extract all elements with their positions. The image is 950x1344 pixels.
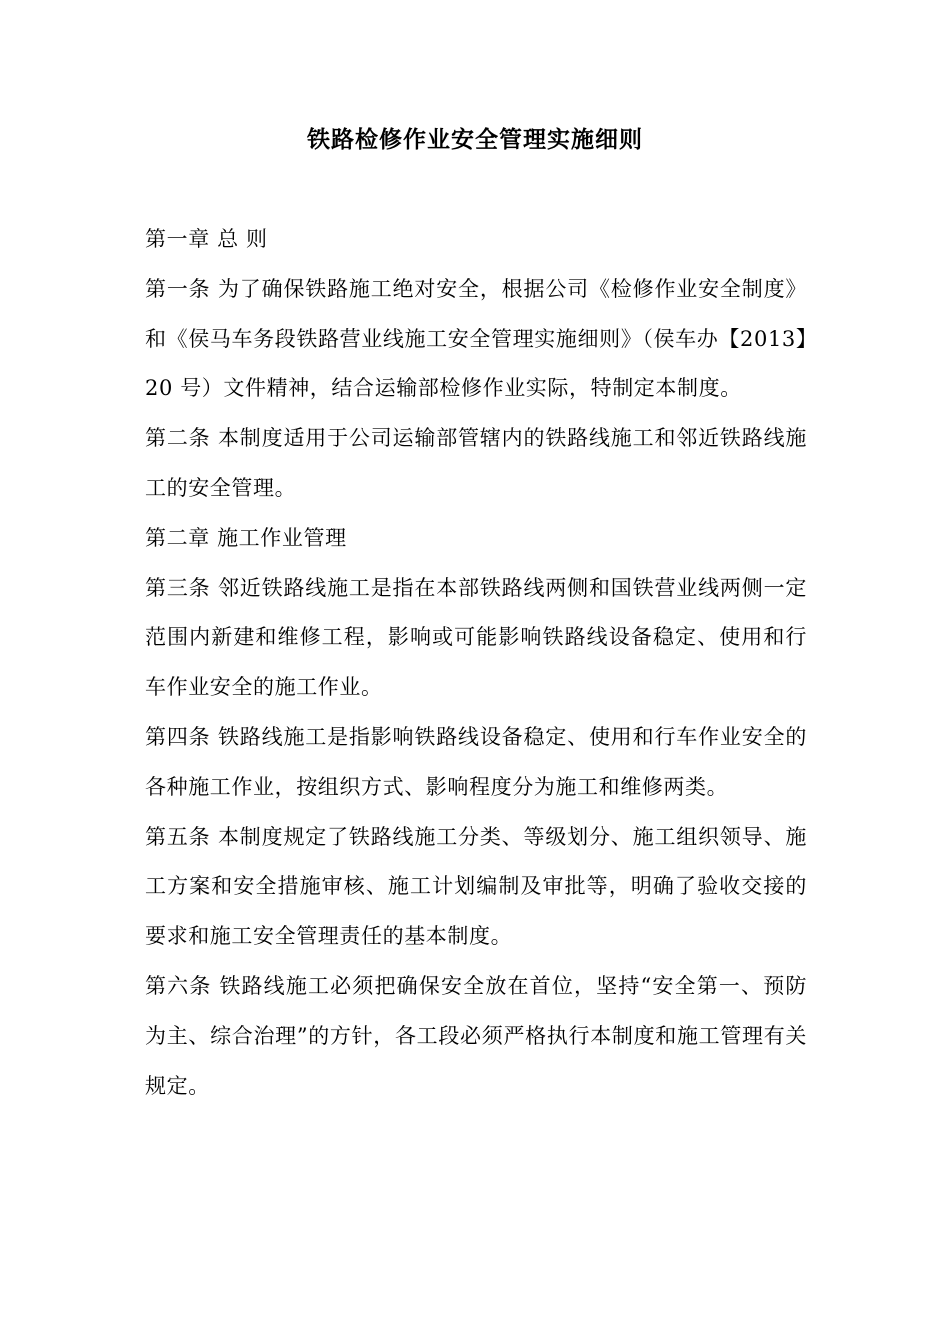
article-4: 第四条 铁路线施工是指影响铁路线设备稳定、使用和行车作业安全的各种施工作业，按组织方式、影响程度分为施工和维修两类。 — [145, 724, 807, 799]
article-3: 第三条 邻近铁路线施工是指在本部铁路线两侧和国铁营业线两侧一定范围内新建和维修工程，影响或可能影响铁路线设备稳定、使用和行车作业安全的施工作业。 — [145, 575, 807, 700]
chapter-1-heading: 第一章 总 则 — [145, 227, 268, 251]
article-5: 第五条 本制度规定了铁路线施工分类、等级划分、施工组织领导、施工方案和安全措施审核、施工计划编制及审批等，明确了验收交接的要求和施工安全管理责任的基本制度。 — [145, 824, 807, 949]
article-1: 第一条 为了确保铁路施工绝对安全，根据公司《检修作业安全制度》和《侯马车务段铁路营业线施工安全管理实施细则》（侯车办【2013】20 号）文件精神，结合运输部检修作业实际，特制定本制度。 — [145, 276, 807, 401]
article-6: 第六条 铁路线施工必须把确保安全放在首位，坚持“安全第一、预防为主、综合治理”的方针，各工段必须严格执行本制度和施工管理有关规定。 — [145, 973, 807, 1098]
article-2: 第二条 本制度适用于公司运输部管辖内的铁路线施工和邻近铁路线施工的安全管理。 — [145, 426, 807, 500]
document-title: 铁路检修作业安全管理实施细则 — [307, 127, 643, 153]
chapter-2-heading: 第二章 施工作业管理 — [145, 525, 347, 550]
document-body — [145, 215, 807, 1111]
